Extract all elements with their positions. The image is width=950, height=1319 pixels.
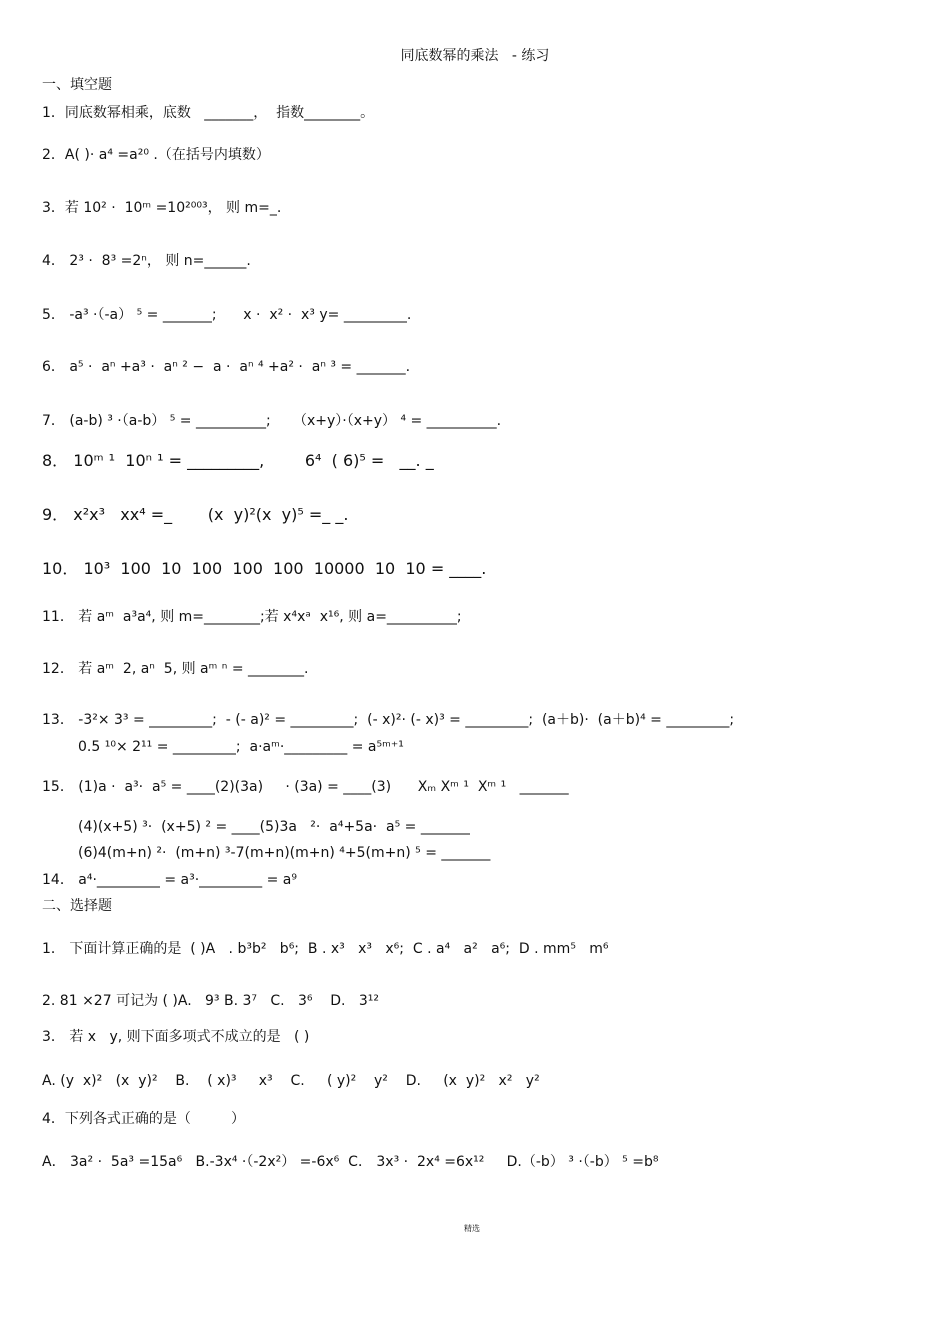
fill-item-8: 8． 10ᵐ ¹ 10ⁿ ¹ = _________, 6⁴ ( 6)⁵ = __. _ — [42, 451, 434, 470]
fill-item-11: 11． 若 aᵐ a³a⁴, 则 m=________;若 x⁴xᵃ x¹⁶, 则 a=__________; — [42, 609, 462, 625]
fill-item-6: 6． a⁵ · aⁿ +a³ · aⁿ ² − a · aⁿ ⁴ +a² · aⁿ ³ = _______. — [42, 359, 411, 375]
fill-item-15: 15． (1)a · a³· a⁵ = ____(2)(3a) · (3a) = ____(3) Xₘ Xᵐ ¹ Xᵐ ¹ _______ — [42, 779, 569, 795]
section-heading-choice: 二、选择题 — [42, 898, 112, 914]
fill-item-4: 4． 2³ · 8³ =2ⁿ， 则 n=______. — [42, 253, 251, 269]
fill-item-13-cont: 0.5 ¹⁰× 2¹¹ = _________; a·aᵐ·_________ = a⁵ᵐ⁺¹ — [78, 739, 404, 755]
fill-item-12: 12． 若 aᵐ 2, aⁿ 5, 则 aᵐ ⁿ = ________. — [42, 661, 309, 677]
fill-item-3: 3．若 10² · 10ᵐ =10²⁰⁰³， 则 m=_. — [42, 200, 282, 216]
choice-item-2: 2. 81 ×27 可记为 ( )A. 9³ B. 3⁷ C. 3⁶ D. 3¹² — [42, 993, 379, 1009]
choice-item-1: 1． 下面计算正确的是 ( )A . b³b² b⁶; B . x³ x³ x⁶; C . a⁴ a² a⁶; D . mm⁵ m⁶ — [42, 941, 609, 957]
fill-item-7: 7． (a-b) ³ ·（a-b） ⁵ = __________; （x+y）·（x+y） ⁴ = __________. — [42, 413, 502, 429]
choice-item-3: 3． 若 x y, 则下面多项式不成立的是 ( ) — [42, 1029, 310, 1045]
fill-item-9: 9． x²x³ xx⁴ =_ (x y)²(x y)⁵ =_ _. — [42, 505, 349, 524]
fill-item-15-part2: (4)(x+5) ³· (x+5) ² = ____(5)3a ²· a⁴+5a· a⁵ = _______ — [78, 819, 470, 835]
footer-text: 精选 — [464, 1224, 480, 1233]
fill-item-1: 1．同底数幂相乘，底数 _______， 指数________。 — [42, 105, 375, 121]
fill-item-13: 13． -3²× 3³ = _________; - (- a)² = _________; (- x)²· (- x)³ = _________; (a＋b)· (a＋b)⁴ = _________; — [42, 712, 735, 728]
fill-item-14: 14． a⁴·_________ = a³·_________ = a⁹ — [42, 872, 298, 888]
fill-item-5: 5． -a³ ·（-a） ⁵ = _______; x · x² · x³ y= _________. — [42, 307, 412, 323]
fill-item-15-part3: (6)4(m+n) ²· (m+n) ³-7(m+n)(m+n) ⁴+5(m+n) ⁵ = _______ — [78, 845, 491, 861]
fill-item-2: 2．A( )· a⁴ =a²⁰ .（在括号内填数） — [42, 147, 270, 163]
choice-item-4-options: A． 3a² · 5a³ =15a⁶ B.-3x⁴ ·（-2x²） =-6x⁶ C． 3x³ · 2x⁴ =6x¹² D.（-b） ³ ·（-b） ⁵ =b⁸ — [42, 1154, 659, 1170]
choice-item-4: 4．下列各式正确的是（ ） — [42, 1111, 245, 1127]
section-heading-fill-in: 一、填空题 — [42, 77, 112, 93]
choice-item-3-options: A. (y x)² (x y)² B. ( x)³ x³ C. ( y)² y² D. (x y)² x² y² — [42, 1073, 540, 1089]
page-title: 同底数幂的乘法 - 练习 — [400, 48, 550, 64]
fill-item-10: 10． 10³ 100 10 100 100 100 10000 10 10 = ____. — [42, 559, 487, 578]
